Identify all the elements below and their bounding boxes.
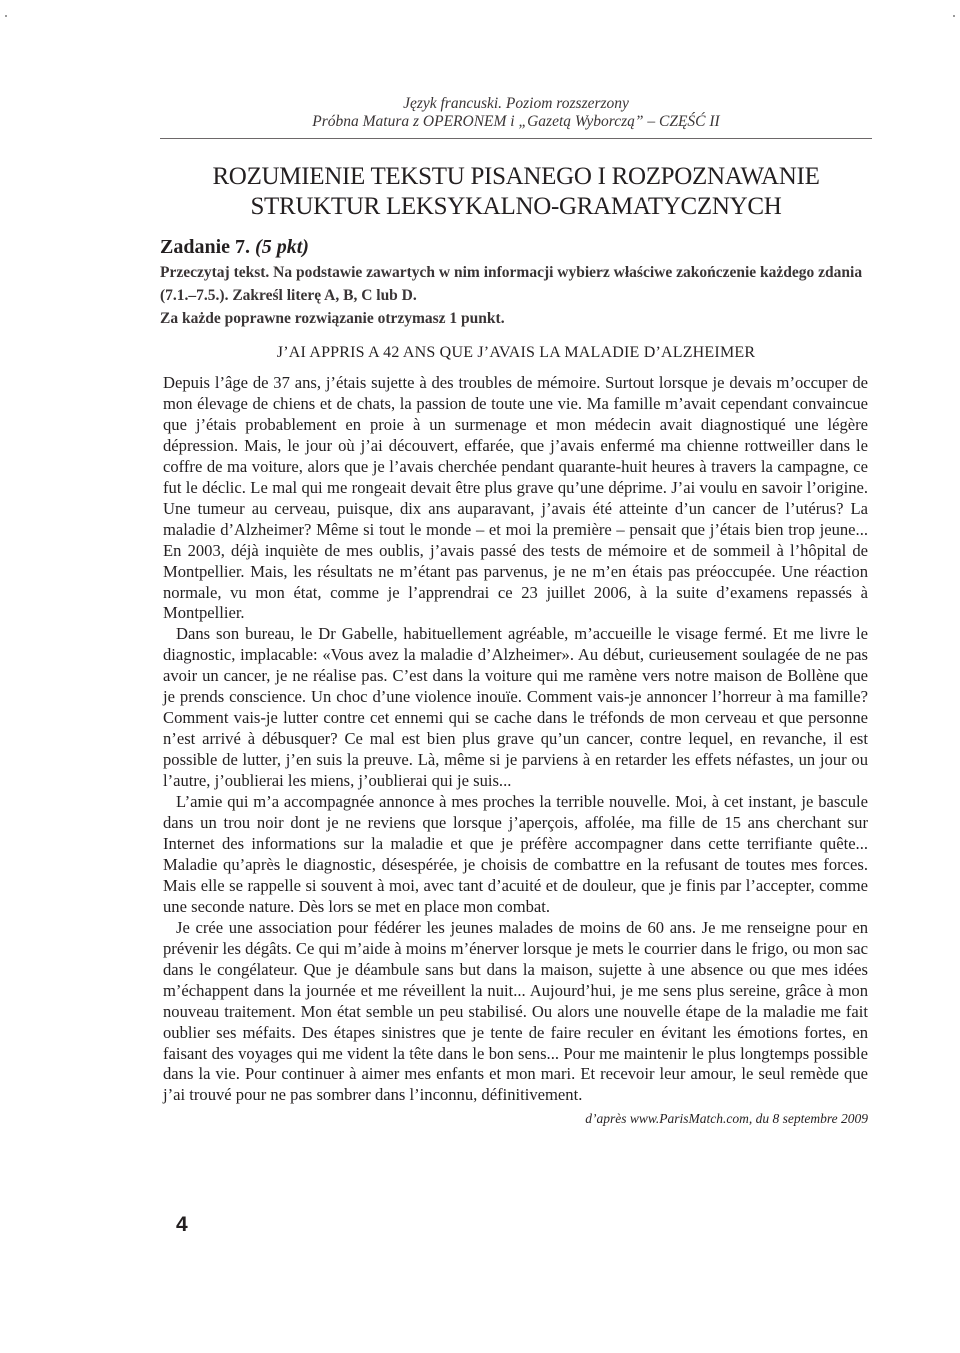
article-paragraph: Je crée une association pour fédérer les jeunes malades de moins de 60 ans. Je me renseigne pour en prévenir les dégâts. Ce qui m’aide à moins m’énerver lorsque je mets le courrier dans le frigo, ou mon sac dans le congélateur. Que je déambule sans but dans la maison, sujette à une absence ou que mes idées m’échappent dans la journée et me réveillent la nuit... Aujourd’hui, je me sens plus sereine, grâce à mon nouveau traitement. Mon état semble un peu stabilisé. Ou alors une nouvelle étape de la maladie me fait oublier ses méfaits. Des étapes sinistres que je tente de faire reculer en évitant les émotions fortes, en faisant des voyages qui me vident la tête dans le bon sens... Pour me maintenir le plus longtemps possible dans la vie. Pour continuer à aimer mes enfants et mon mari. Et recevoir leur amour, le seul remède que j’ai trouvé pour ne pas sombrer dans l’inconnu, définitivement. <box>163 917 868 1105</box>
article-paragraph: Depuis l’âge de 37 ans, j’étais sujette à des troubles de mémoire. Surtout lorsque je devais m’occuper de mon élevage de chiens et de chats, la passion de toute une vie. Ma famille m’avait cependant convaincue que j’étais probablement en proie à un surmenage et mon médecin avait diagnostiqué une légère dépression. Mais, le jour où j’ai découvert, effarée, que j’avais enfermé ma chienne rottweiller dans le coffre de ma voiture, alors que je l’avais cherchée pendant quarante-huit heures à travers la campagne, ce fut le déclic. Le mal qui me rongeait devait être plus grave qu’une déprime. J’ai voulu en savoir l’origine. Une tumeur au cerveau, puisque, dix ans auparavant, j’avais été atteinte d’un cancer de l’utérus? La maladie d’Alzheimer? Même si tout le monde – et moi la première – pensait que j’étais bien trop jeune... En 2003, déjà inquiète de mes oublis, j’avais passé des tests de mémoire et de sommeil à l’hôpital de Montpellier. Mais, les résultats ne m’étant pas parvenus, je ne m’en étais pas préoccupée. Une réaction normale, vu mon état, comme je l’apprendrai ce 23 juillet 2006, à la suite d’examens repassés à Montpellier. <box>163 373 868 623</box>
task-heading <box>160 236 309 259</box>
crop-mark-top-left <box>5 15 7 17</box>
task-label: Zadanie 7. <box>160 236 251 258</box>
instruction-text: Przeczytaj tekst. Na podstawie zawartych w nim informacji wybierz właściwe zakończenie każdego zdania (7.1.–7.5.). Zakreśl literę A, B, C lub D. <box>160 264 863 304</box>
section-title <box>160 162 872 222</box>
article-source: d’après www.ParisMatch.com, du 8 septembre 2009 <box>585 1111 868 1126</box>
page-header <box>160 95 872 131</box>
article-paragraph: Dans son bureau, le Dr Gabelle, habituellement agréable, m’accueille le visage fermé. Et me livre le diagnostic, implacable: «Vous avez la maladie d’Alzheimer». Au début, curieusement soulagée de ne pas avoir un cancer, je ne réalise pas. C’est dans la voiture qui me ramène vers notre maison de Bollène que je prends conscience. Un choc d’une violence inouïe. Comment vais-je annoncer l’horreur à ma famille? Comment vais-je lutter contre cet ennemi qui se cache dans le tréfonds de mon cerveau et que personne n’est arrivé à débusquer? Ce mal est bien plus grave qu’un cancer, contre lequel, en revanche, il est possible de lutter, j’en suis la preuve. Là, même si je parviens à en retarder les effets néfastes, un jour ou l’autre, j’oublierai les miens, j’oublierai qui je suis... <box>163 624 868 791</box>
section-title-line2: STRUKTUR LEKSYKALNO-GRAMATYCZNYCH <box>250 193 782 220</box>
article-paragraph: L’amie qui m’a accompagnée annonce à mes proches la terrible nouvelle. Moi, à cet instant, je bascule dans un trou noir dont je ne reviens que lorsque j’aperçois, affolée, ma fille de 15 ans cherchant sur Internet des informations sur la maladie et que je préfère accompagner dans cette terrifiante quête... Maladie qu’après le diagnostic, désespérée, je choisis de combattre en la refusant de toutes mes forces. Mais elle se rappelle si souvent à moi, avec tant d’acuité et de douleur, que je finis par l’accepter, comme une seconde nature. Dès lors se met en place mon combat. <box>163 792 868 916</box>
page-number: 4 <box>176 1213 188 1236</box>
section-title-line1: ROZUMIENIE TEKSTU PISANEGO I ROZPOZNAWANIE <box>212 163 820 190</box>
article-body <box>163 373 868 1106</box>
article-title: J’AI APPRIS A 42 ANS QUE J’AVAIS LA MALADIE D’ALZHEIMER <box>276 344 756 361</box>
header-exam-title: Próbna Matura z OPERONEM i „Gazetą Wyborczą” – CZĘŚĆ II <box>312 113 720 130</box>
header-divider <box>160 138 872 139</box>
scoring-note: Za każde poprawne rozwiązanie otrzymasz 1 punkt. <box>160 310 505 327</box>
task-points: (5 pkt) <box>255 236 309 258</box>
crop-mark-top-right <box>953 15 955 17</box>
header-subject: Język francuski. Poziom rozszerzony <box>403 95 629 112</box>
task-instructions <box>160 261 872 330</box>
